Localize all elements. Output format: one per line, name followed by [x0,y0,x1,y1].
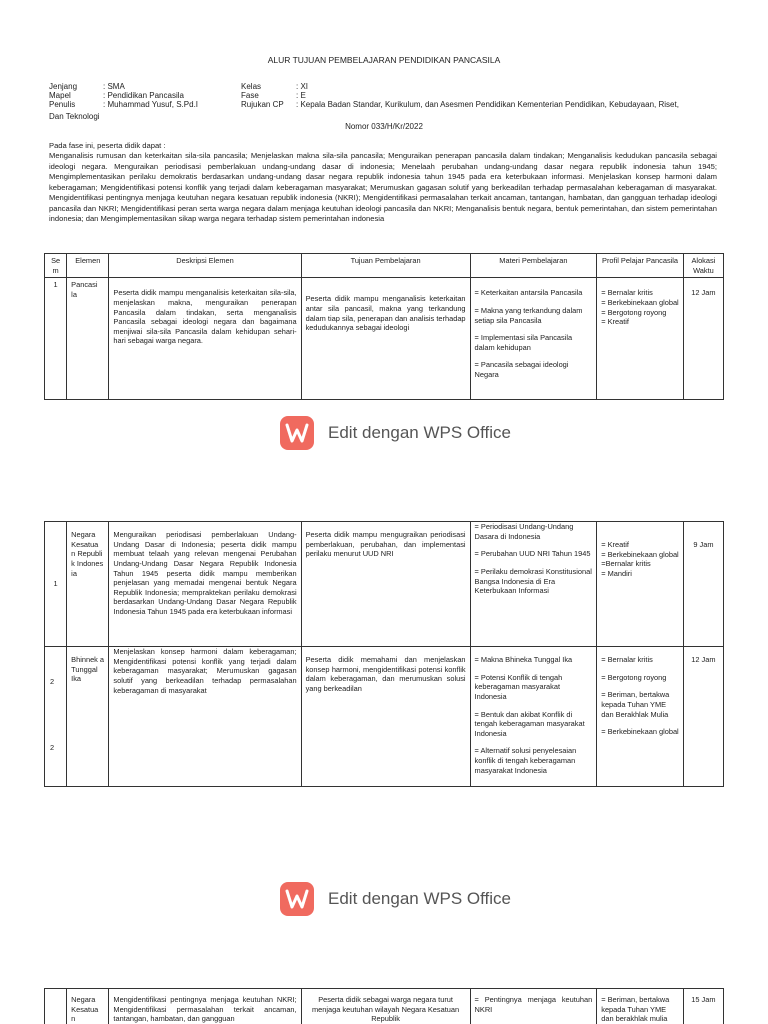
mapel-label: Mapel [49,91,71,100]
materi-item: = Alternatif solusi penyelesaian konflik di tengah keberagaman masyarakat Indonesia [474,746,577,775]
profil-item: = Kreatif [601,317,629,327]
profil-cell [597,647,684,787]
materi-item: = Implementasi sila Pancasila dalam kehidupan [474,333,573,352]
sem-value-repeat: 2 [50,743,55,752]
atp-table-3 [44,988,724,1024]
table-row [45,989,724,1024]
materi-cell: = Pentingnya menjaga keutuhan NKRI [470,989,597,1024]
kelas-label: Kelas [241,82,262,91]
atp-table-2 [44,521,724,787]
elemen-cell: Pancasi la [67,278,109,400]
fase-value: : E [296,91,306,100]
rujukan-value: : Kepala Badan Standar, Kurikulum, dan Asesmen Pendidikan Kementerian Pendidikan, Kebudayaan, Riset, [296,100,679,109]
tujuan-cell: Peserta didik memahami dan menjelaskan konsep harmoni, mengidentifikasi potensi konflik dalam keberagaman, dan merumuskan solusi yang berkeadilan [301,647,470,787]
profil-item: = Berkebinekaan global [601,549,679,559]
profil-item: = Bernalar kritis [601,288,653,298]
atp-table-1 [44,253,724,400]
materi-item: = Keterkaitan antarsila Pancasila [474,288,583,298]
rujukan-label: Rujukan CP [241,100,284,109]
wps-watermark [280,416,540,450]
jenjang-label: Jenjang [49,82,78,91]
nomor-cp: Nomor 033/H/Kr/2022 [345,122,423,131]
fase-text: Menganalisis rumusan dan keterkaitan sila-sila pancasila; Menjelaskan makna sila-sila pancasila; Menguraikan penerapan pancasila dalam tindakan; Menganalisis kedudukan pancasila sebagai ideologi negara. Menguraikan periodisasi pemberlakuan undang-undang dasar di indonesia; Menelaah perubahan undang-undang dasar negara republik indonesia tahun 1945; Mengimplementasikan perilaku demokratis berdasarkan undang-undang dasar negara republik indonesia tahun 1945 pada era keterbukaan informasi. Menjelaskan konsep harmoni dalam keberagaman; Mengidentifikasi potensi konflik yang terjadi dalam keberagaman masyarakat; Merumuskan gagasan solutif yang berkeadilan terhadap permasalahan keberagaman di masyarakat. Mengidentifikasi pentingnya menjaga keutuhan negara kesatuan republik indonesia (NKRI); Mengidentifikasi permasalahan terkait ancaman, tantangan, hambatan, dan gangguan terhadap ideologi pancasila dan NKRI; Mengidentifikasi peran serta warga negara dalam menjaga keutuhan ideologi pancasila dan NKRI; Menganalisis bentuk negara, bentuk pemerintahan, dan sistem pemerintahan indonesia; dan Mengimplementasikan sikap warga negara terhadap sistem pemerintahan indonesia [49,151,717,224]
fase-label: Fase [241,91,259,100]
elemen-cell: Negara Kesatua n Republi k Indones ia [67,522,109,647]
penulis-value: : Muhammad Yusuf, S.Pd.I [103,100,199,109]
profil-cell [597,522,684,647]
deskripsi-cell: Mengidentifikasi pentingnya menjaga keutuhan NKRI; Mengidentifikasi permasalahan terkait ancaman, tantangan, hambatan, dan gangguan [109,989,301,1024]
materi-item: = Perubahan UUD NRI Tahun 1945 [474,549,591,559]
mapel-value: : Pendidikan Pancasila [103,91,184,100]
deskripsi-cell: Peserta didik mampu menganalisis keterkaitan sila-sila, menjelaskan makna, menguraikan penerapan Pancasila dalam tindakan, serta menganalisis Pancasila sebagai ideologi negara dan bagaimana menjiwai sila-sila Pancasila dalam kehidupan sehari-hari sebagai warga negara. [109,278,301,400]
tujuan-cell: Peserta didik sebagai warga negara turut menjaga keutuhan wilayah Negara Kesatuan Republik [301,989,470,1024]
elemen-cell: Negara Kesatua n [67,989,109,1024]
materi-cell [470,647,597,787]
alokasi-cell: 15 Jam [683,989,723,1024]
sem-cell: 1 [45,522,67,647]
sem-cell: 1 [45,278,67,400]
materi-item: = Bentuk dan akibat Konflik di tengah keberagaman masyarakat Indonesia [474,709,585,738]
header-deskripsi: Deskripsi Elemen [109,254,301,278]
table-row [45,522,724,647]
materi-item: = Periodisasi Undang-Undang Dasara di Indonesia [474,522,574,541]
table-row [45,278,724,400]
tujuan-cell: Peserta didik mampu mengugraikan periodisasi pemberlakuan, perubahan, dan implementasi perilaku menurut UUD NRI [301,522,470,647]
alokasi-cell: 12 Jam [683,278,723,400]
profil-item: = Berkebinekaan global [601,297,679,307]
materi-item: = Pancasila sebagai ideologi Negara [474,360,569,379]
sem-cell [45,647,67,787]
jenjang-value: : SMA [103,82,125,91]
profil-cell [597,278,684,400]
profil-item: = Bergotong royong [601,307,667,317]
table-header-row [45,254,724,278]
materi-item: = Potensi Konflik di tengah keberagaman masyarakat Indonesia [474,672,563,701]
deskripsi-cell: Menguraikan periodisasi pemberlakuan Undang-Undang Dasar di Indonesia; peserta didik mampu membuat telaah yang relevan mengenai Perubahan Undang-Undang Dasar Negara Republik Indonesia Tahun 1945 peserta didik mampu memberikan penjelasan yang memadai mengenai bentuk Negara Republik Indonesia; mempraktekan perilaku demokrasi berdasarkan Undang-Undang Dasar Negara Republik Indonesia Tahun 1945 pada era keterbukaan informasi [109,522,301,647]
header-tujuan: Tujuan Pembelajaran [301,254,470,278]
profil-cell: = Beriman, bertakwa kepada Tuhan YME dan berakhlak mulia [597,989,684,1024]
materi-cell [470,278,597,400]
alokasi-cell: 9 Jam [683,522,723,647]
document-title: ALUR TUJUAN PEMBELAJARAN PENDIDIKAN PANCASILA [267,55,501,65]
materi-cell [470,522,597,647]
sem-cell [45,989,67,1024]
header-alokasi: Alokasi Waktu [683,254,723,278]
alokasi-cell: 12 Jam [683,647,723,787]
page-bottom-clip [0,988,768,1024]
profil-item: = Kreatif [601,540,629,549]
table-row [45,647,724,787]
profil-item: = Berkebinekaan global [601,727,679,737]
penulis-label: Penulis [49,100,76,109]
profil-item: = Bernalar kritis [601,655,653,664]
profil-item: =Bernalar kritis [601,559,651,569]
profil-item: = Bergotong royong [601,672,667,682]
elemen-cell: Bhinnek a Tunggal Ika [67,647,109,787]
fase-description [49,141,717,225]
wps-logo-icon [280,882,314,916]
header-materi: Materi Pembelajaran [470,254,597,278]
watermark-text: Edit dengan WPS Office [328,422,512,442]
sem-value: 2 [50,677,55,686]
kelas-value: : XI [296,82,309,91]
rujukan-continuation: Dan Teknologi [49,112,100,121]
materi-item: = Perilaku demokrasi Konstitusional Bangsa Indonesia di Era Keterbukaan Informasi [474,566,592,596]
materi-item: = Makna Bhineka Tunggal Ika [474,655,573,664]
profil-item: = Mandiri [601,568,632,578]
materi-item: = Makna yang terkandung dalam setiap sila Pancasila [474,305,583,325]
fase-intro: Pada fase ini, peserta didik dapat : [49,141,166,150]
profil-item: = Beriman, bertakwa kepada Tuhan YME dan Berakhlak Mulia [601,690,670,719]
header-sem: Se m [45,254,67,278]
header-profil: Profil Pelajar Pancasila [597,254,684,278]
tujuan-cell: Peserta didik mampu menganalisis keterkaitan antar sila pancasil, makna yang terkandung dalam tiap sila, penerapan dan analisis terhadap kedudukannya sebagai ideologi [301,278,470,400]
wps-logo-icon [280,416,314,450]
header-elemen: Elemen [67,254,109,278]
wps-watermark [280,882,540,916]
watermark-text: Edit dengan WPS Office [328,888,512,908]
deskripsi-cell: Menjelaskan konsep harmoni dalam keberagaman; Mengidentifikasi potensi konflik yang terjadi dalam keberagaman masyarakat; Merumuskan gagasan solutif yang berkeadilan terhadap permasalahan keberagaman di masyarakat [109,647,301,787]
